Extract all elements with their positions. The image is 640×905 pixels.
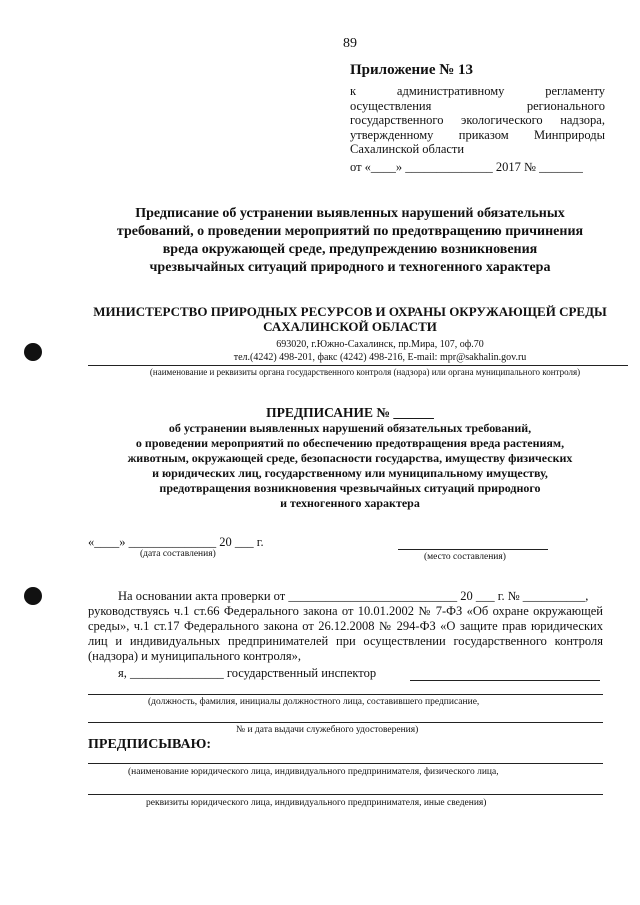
prescription-line-1: об устранении выявленных нарушений обязательных требований, xyxy=(168,421,532,435)
prescription-line-5: предотвращения возникновения чрезвычайных ситуаций природного xyxy=(159,481,541,495)
ministry-name-line-1: МИНИСТЕРСТВО ПРИРОДНЫХ РЕСУРСОВ И ОХРАНЫ ОКРУЖАЮЩЕЙ СРЕДЫ xyxy=(93,304,607,319)
entity-underline xyxy=(88,763,603,764)
ministry-caption: (наименование и реквизиты органа государственного контроля (надзора) или органа муниципального контроля) xyxy=(149,367,581,377)
ministry-underline xyxy=(88,365,628,366)
prescription-line-3: животным, окружающей среде, безопасности государства, имуществу физических xyxy=(127,451,573,465)
certificate-underline xyxy=(88,722,603,723)
appendix-text: к административному регламенту осуществления регионального государственного экологического надзора, утвержденному приказом Минприроды Сахалинской области xyxy=(350,84,605,156)
body-para1-rest: руководствуясь ч.1 ст.66 Федерального закона от 10.01.2002 № 7-ФЗ «Об охране окружающей среды», ч.1 ст.17 Федерального закона от 26.12.2008 № 294-ФЗ «О защите прав юридических лиц и индивидуальных предпринимателей при осуществлении государственного контроля (надзора) и муниципального контроля», xyxy=(88,604,603,663)
prescription-line-6: и техногенного характера xyxy=(280,496,420,510)
punch-hole-top xyxy=(24,343,42,361)
inspector-line: я, _______________ государственный инспектор xyxy=(118,666,377,680)
punch-hole-bottom xyxy=(24,587,42,605)
prescribe-heading: ПРЕДПИСЫВАЮ: xyxy=(88,737,212,752)
ministry-contacts: тел.(4242) 498-201, факс (4242) 498-216, E-mail: mpr@sakhalin.gov.ru xyxy=(233,352,527,363)
appendix-date-line: от «____» ______________ 2017 № _______ xyxy=(350,160,583,174)
page-number: 89 xyxy=(343,36,357,51)
prescription-line-4: и юридических лиц, государственному или муниципальному имуществу, xyxy=(152,466,548,480)
details-underline xyxy=(88,794,603,795)
main-title-line-4: чрезвычайных ситуаций природного и техногенного характера xyxy=(149,260,551,275)
caption-details: реквизиты юридического лица, индивидуального предпринимателя, иные сведения) xyxy=(146,798,487,808)
main-title-line-1: Предписание об устранении выявленных нарушений обязательных xyxy=(135,206,565,221)
caption-official: (должность, фамилия, инициалы должностного лица, составившего предписание, xyxy=(148,697,480,707)
body-para1-line1: На основании акта проверки от ___________________________ 20 ___ г. № __________, xyxy=(118,589,589,603)
prescription-heading: ПРЕДПИСАНИЕ № ______ xyxy=(266,405,434,420)
ministry-address: 693020, г.Южно-Сахалинск, пр.Мира, 107, оф.70 xyxy=(276,339,484,350)
main-title-line-2: требований, о проведении мероприятий по предотвращению причинения xyxy=(116,224,584,239)
appendix-title: Приложение № 13 xyxy=(350,62,474,78)
place-caption: (место составления) xyxy=(424,552,506,562)
prescription-line-2: о проведении мероприятий по обеспечению предотвращения вреда растениям, xyxy=(135,436,565,450)
official-underline xyxy=(88,694,603,695)
caption-certificate: № и дата выдачи служебного удостоверения) xyxy=(236,725,419,735)
ministry-name-line-2: САХАЛИНСКОЙ ОБЛАСТИ xyxy=(263,319,437,334)
date-field: «____» ______________ 20 ___ г. xyxy=(88,535,264,549)
place-underline xyxy=(398,549,548,550)
main-title-line-3: вреда окружающей среде, предупреждению возникновения xyxy=(162,242,538,257)
inspector-underline xyxy=(410,680,600,681)
date-caption: (дата составления) xyxy=(140,549,216,559)
caption-entity: (наименование юридического лица, индивидуального предпринимателя, физического лица, xyxy=(128,767,499,777)
